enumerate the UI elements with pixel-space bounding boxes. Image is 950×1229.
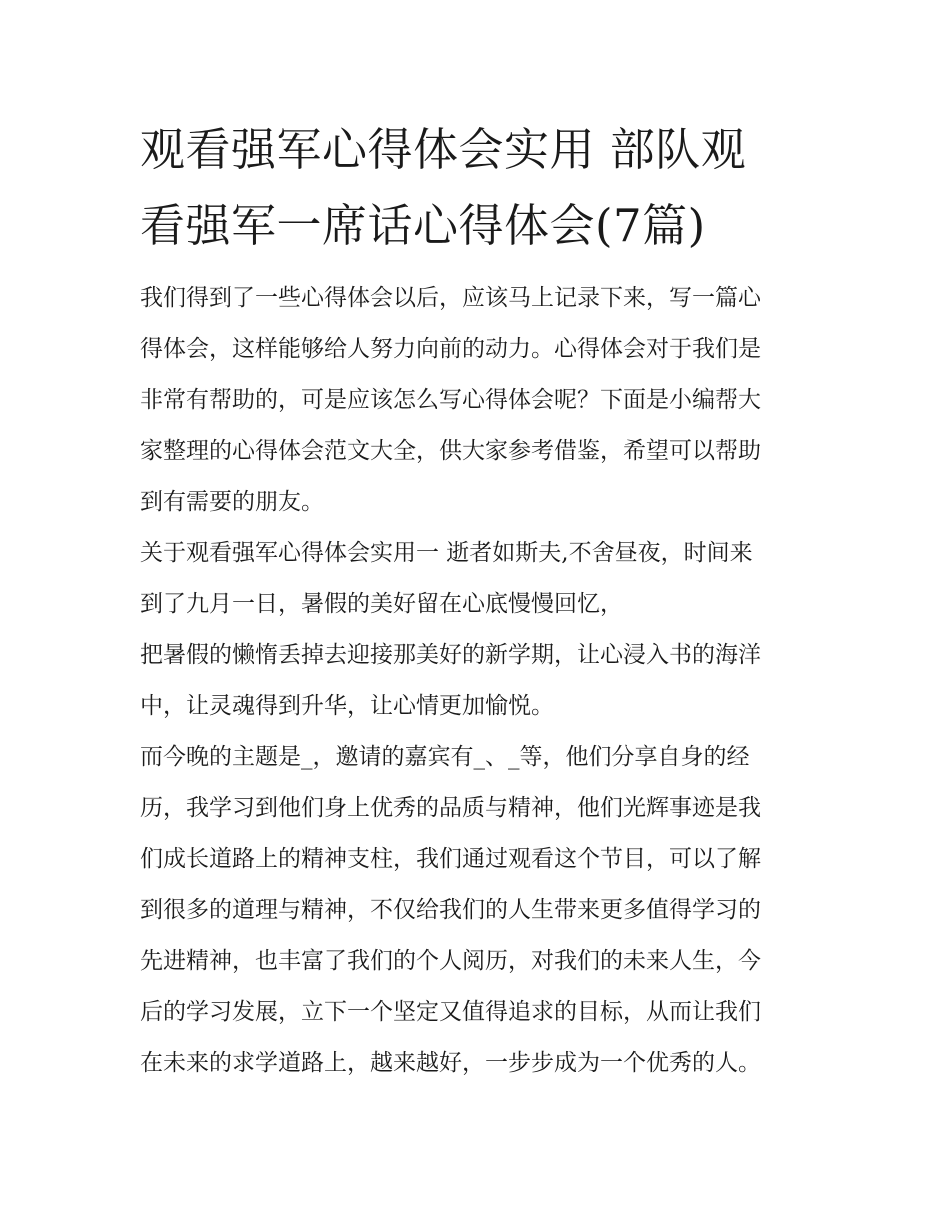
paragraph-line: 中，让灵魂得到升华，让心情更加愉悦。 [140,693,554,719]
paragraph-line: 把暑假的懒惰丢掉去迎接那美好的新学期，让心浸入书的海洋 [140,642,761,668]
paragraph-line: 先进精神，也丰富了我们的个人阅历，对我们的未来人生，今 [140,948,761,974]
paragraph-line: 得体会，这样能够给人努力向前的动力。心得体会对于我们是 [140,336,761,362]
paragraph-line: 们成长道路上的精神支柱，我们通过观看这个节目，可以了解 [140,846,761,872]
paragraph-line: 到了九月一日，暑假的美好留在心底慢慢回忆， [140,591,623,617]
paragraph-line: 而今晚的主题是_，邀请的嘉宾有_、_等，他们分享自身的经 [140,744,750,770]
title-line-1: 观看强军心得体会实用 部队观 [140,123,747,176]
paragraph-line: 后的学习发展，立下一个坚定又值得追求的目标，从而让我们 [140,999,761,1025]
document-body [140,273,812,1089]
title-line-2: 看强军一席话心得体会(7篇) [140,199,706,252]
paragraph-line: 在未来的求学道路上，越来越好，一步步成为一个优秀的人。 [140,1050,761,1076]
paragraph-line: 到很多的道理与精神，不仅给我们的人生带来更多值得学习的 [140,897,761,923]
paragraph-line: 非常有帮助的，可是应该怎么写心得体会呢？下面是小编帮大 [140,387,761,413]
paragraph-line: 历，我学习到他们身上优秀的品质与精神，他们光辉事迹是我 [140,795,761,821]
paragraph-line: 我们得到了一些心得体会以后，应该马上记录下来，写一篇心 [140,285,761,311]
paragraph-theme [140,732,812,1089]
document-page [140,112,812,1089]
paragraph-line: 家整理的心得体会范文大全，供大家参考借鉴，希望可以帮助 [140,438,761,464]
paragraph-line: 到有需要的朋友。 [140,489,324,515]
paragraph-section-one [140,528,812,630]
paragraph-intro [140,273,812,528]
paragraph-new-semester [140,630,812,732]
paragraph-line: 关于观看强军心得体会实用一 逝者如斯夫,不舍昼夜，时间来 [140,540,753,566]
document-title [140,112,812,264]
